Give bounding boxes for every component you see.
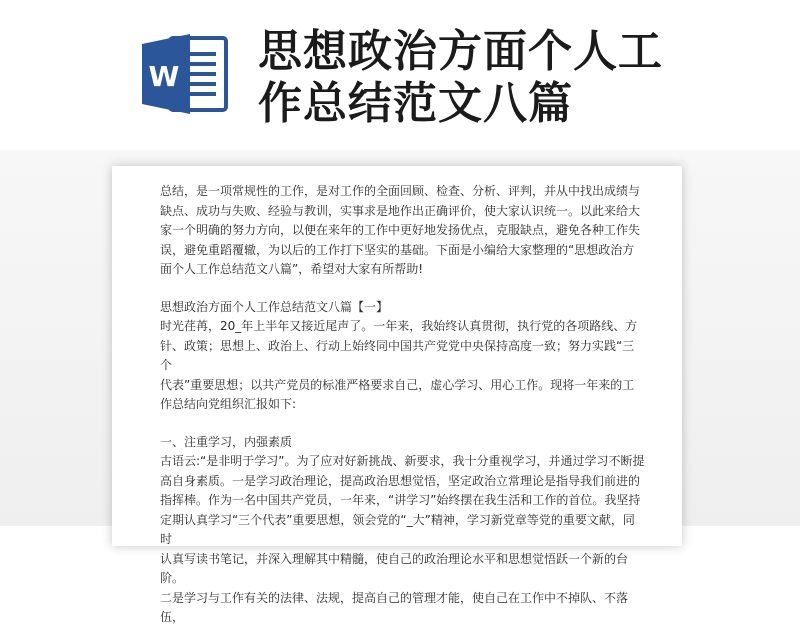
document-body [160,182,646,628]
title-line-2: 作总结范文八篇 [258,78,573,129]
intro-paragraph: 总结，是一项常规性的工作，是对工作的全面回顾、检查、分析、评判，并从中找出成绩与 缺点、成功与失败、经验与教训，实事求是地作出正确评价，使大家认识统一。以此来给大 家一个明确的努力方向，以便在来年的工作中更好地发扬优点，克服缺点，避免各种工作失 误，避免重蹈覆辙，为以后的工作打下坚实的基础。下面是小编给大家整理的“思想政治方 面个人工作总结范文八篇”，希望对大家有所帮助! [160,184,641,276]
subsection-heading: 一、注重学习，内强素质 [160,434,293,449]
section-paragraph: 时光荏苒，20_年上半年又接近尾声了。一年来，我始终认真贯彻，执行党的各项路线、方 针、政策；思想上、政治上、行动上始终同中国共产党党中央保持高度一致；努力实践“三个 代表”重要思想；以共产党员的标准严格要求自己，虚心学习、用心工作。现将一年来的工 作总结向党组织汇报如下: [160,319,638,411]
section-heading: 思想政治方面个人工作总结范文八篇【一】 [160,299,389,314]
word-document-icon [140,30,232,118]
svg-text:W: W [148,60,180,93]
title-line-1: 思想政治方面个人工 [258,26,663,77]
document-header [0,0,800,150]
paragraph-gap [160,415,646,433]
subsection-paragraph: 古语云:“是非明于学习”。为了应对好新挑战、新要求，我十分重视学习，并通过学习不断提 高自身素质。一是学习政治理论，提高政治思想觉悟，坚定政治立常理论是指导我们前进的 指挥棒。作为一名中国共产党员，一年来，“讲学习”始终摆在我生活和工作的首位。我坚持 定期认真学习“三个代表”重要思想，领会党的“_大”精神，学习新党章等党的重要文献，同时 认真写读书笔记，并深入理解其中精髓，使自己的政治理论水平和思想觉悟跃一个新的台阶。 二是学习与工作有关的法律、法规，提高自己的管理才能，使自己在工作中不掉队、不落伍， [160,454,645,624]
document-page [112,166,682,624]
page-title [258,26,698,130]
paragraph-gap [160,280,646,298]
